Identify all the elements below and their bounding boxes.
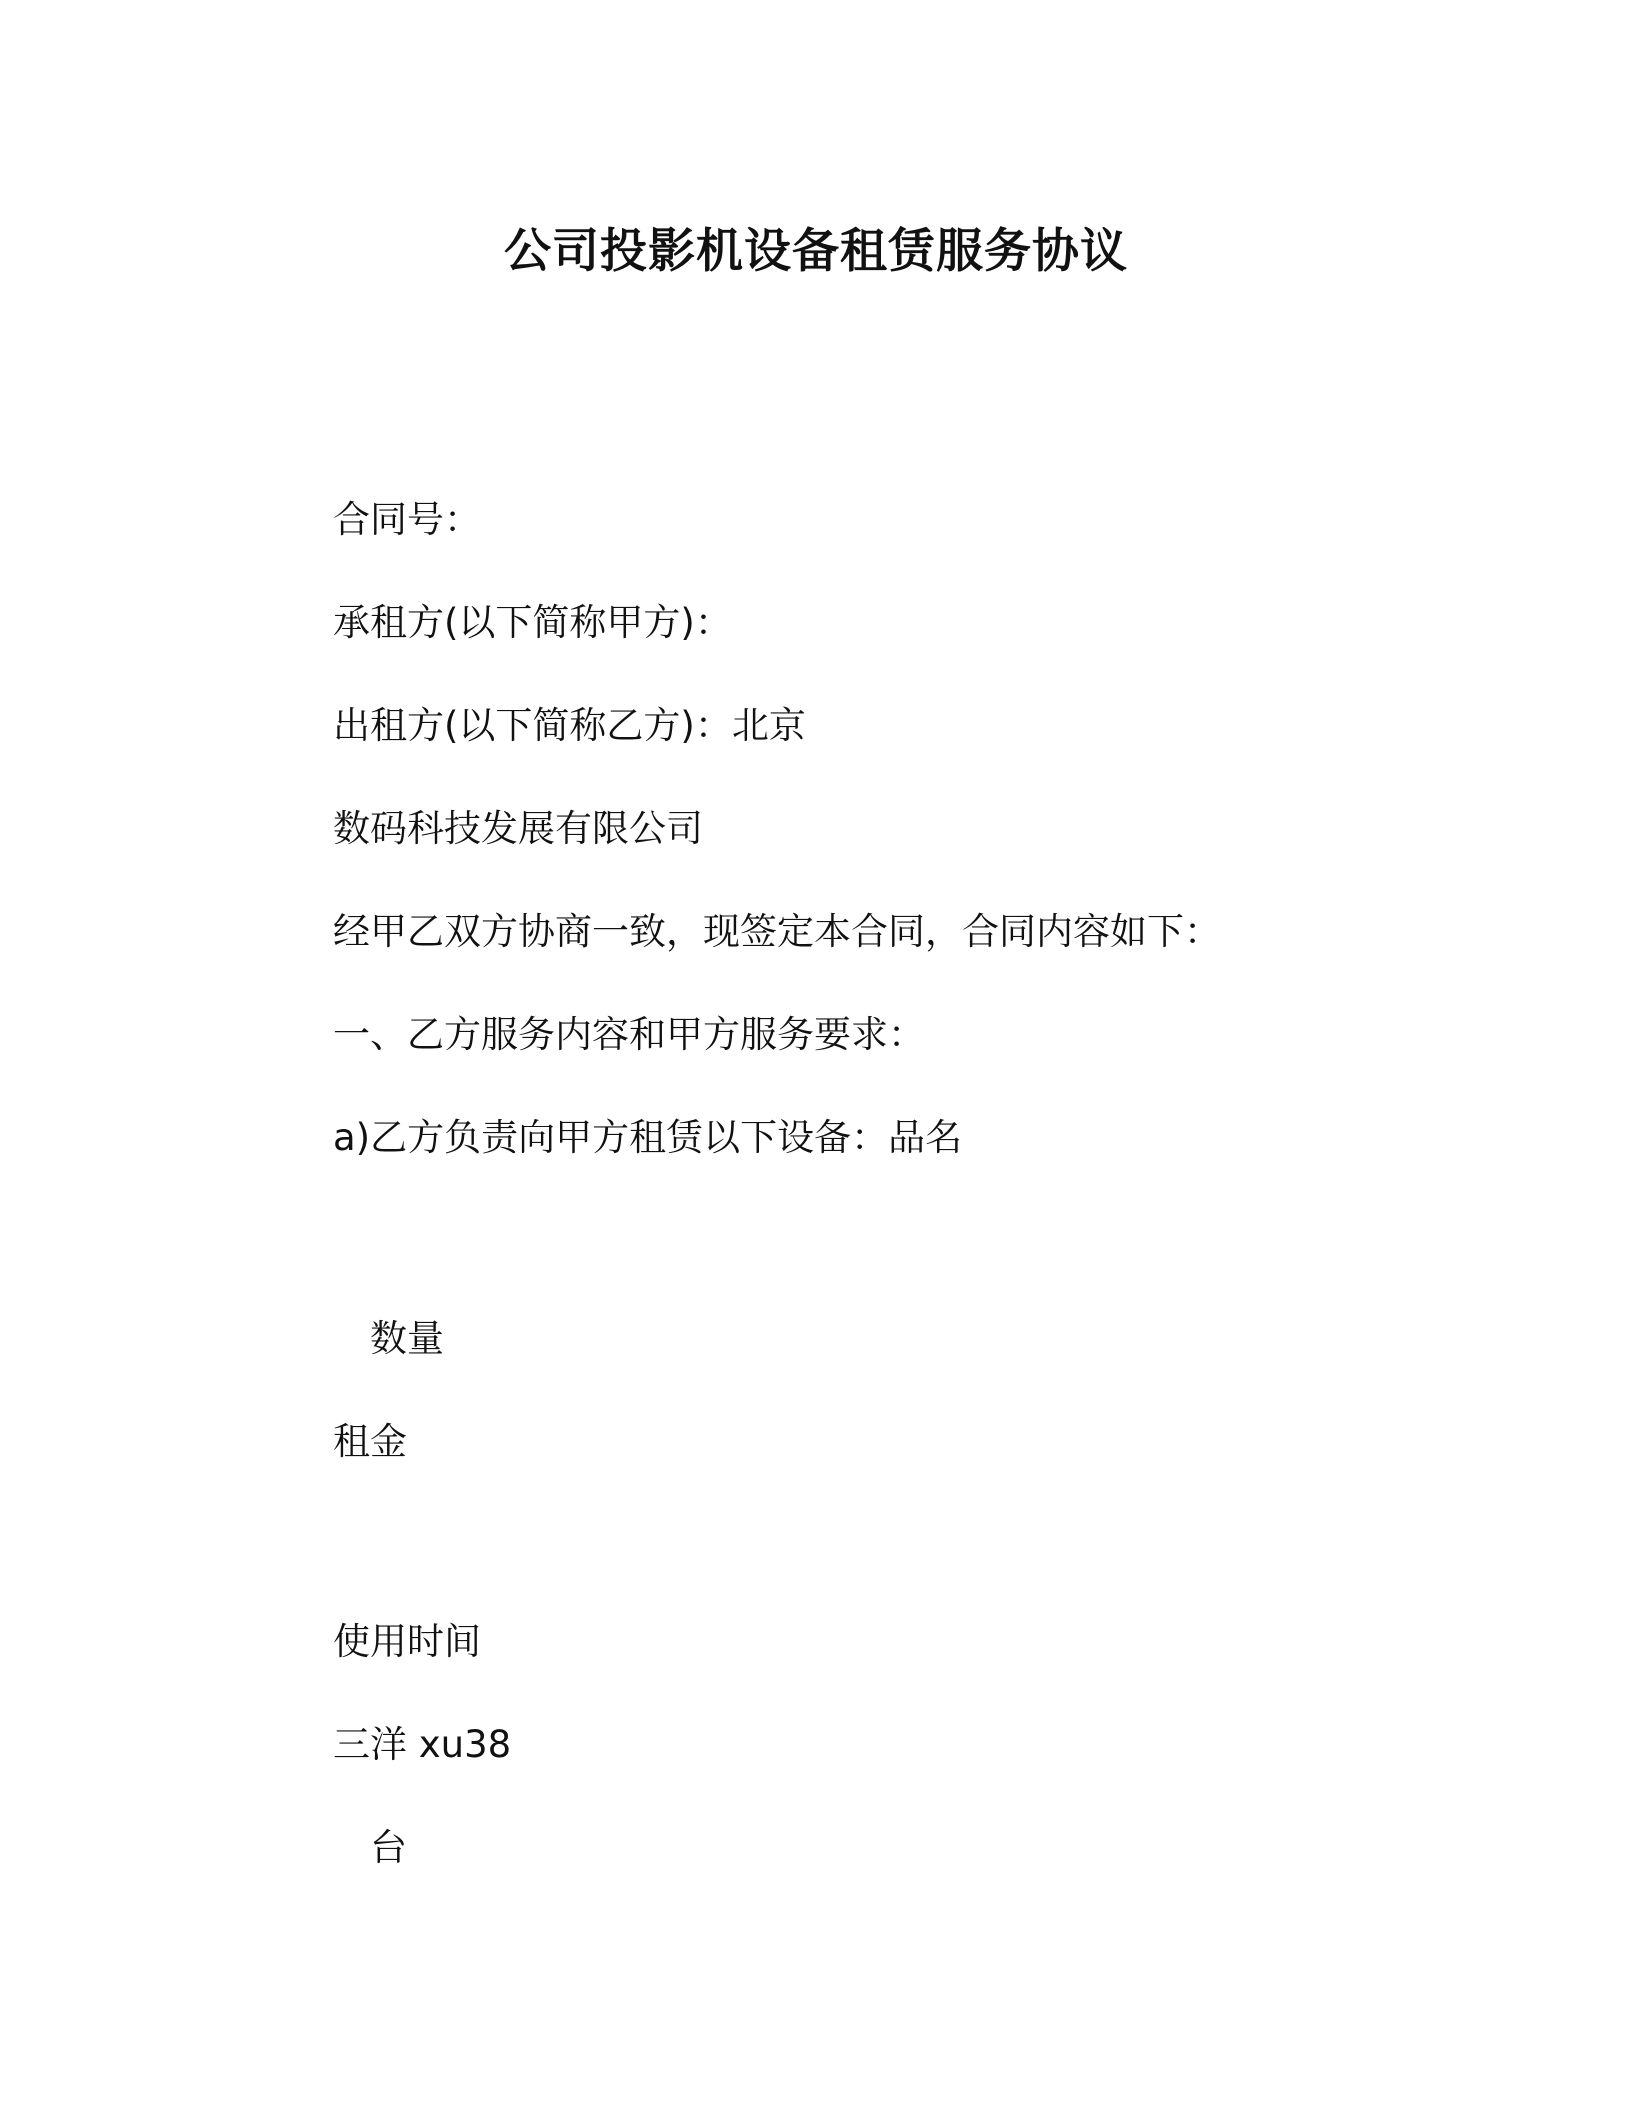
item-a-line: a)乙方负责向甲方租赁以下设备：品名 xyxy=(333,1116,963,1159)
lessor-line: 出租方(以下简称乙方)：北京 xyxy=(333,704,806,747)
contract-number-line: 合同号： xyxy=(333,498,481,541)
section-one-heading: 一、乙方服务内容和甲方服务要求： xyxy=(333,1013,925,1056)
lessee-line: 承租方(以下简称甲方)： xyxy=(333,601,732,644)
unit-label: 台 xyxy=(370,1826,407,1869)
rent-label: 租金 xyxy=(333,1420,407,1463)
product-name: 三洋 xu38 xyxy=(333,1723,512,1766)
lessor-company-line: 数码科技发展有限公司 xyxy=(333,807,703,850)
usage-time-label: 使用时间 xyxy=(333,1620,481,1663)
quantity-label: 数量 xyxy=(370,1317,444,1360)
intro-paragraph: 经甲乙双方协商一致，现签定本合同，合同内容如下： xyxy=(333,910,1221,953)
document-title: 公司投影机设备租赁服务协议 xyxy=(504,224,1128,279)
